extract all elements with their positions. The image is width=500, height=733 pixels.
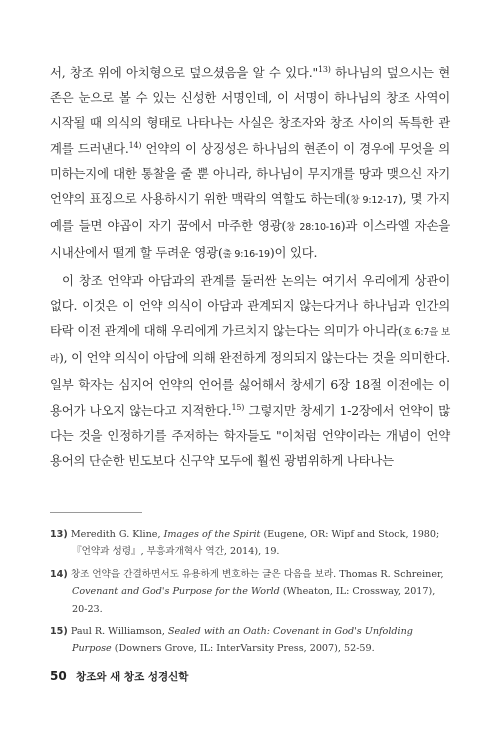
body-text xyxy=(50,60,450,473)
footnote xyxy=(50,526,450,561)
text-run: 언약의 이 상징성은 하나님의 현존이 이 경우에 무엇을 의미하는지에 대한 통찰을 줄 뿐 아니라, 하나님이 무지개를 땅과 맺으신 자기 언약의 표징으로 사용하시기 위한 맥락의 역할도 하는데( xyxy=(50,140,451,207)
footnote xyxy=(50,623,450,658)
text-run: ), 몇 가지 예를 들면 야곱이 자기 꿈에서 마주한 영광( xyxy=(50,191,450,234)
text-run: 서, 창조 위에 아치형으로 덮으셨음을 알 수 있다." xyxy=(50,65,318,80)
text-run: )이 있다. xyxy=(269,245,318,261)
footnote-marker: 13) xyxy=(317,64,331,74)
text-run: Paul R. Williamson, xyxy=(70,626,168,638)
text-run: )과 이스라엘 자손을 시내산에서 떨게 할 두려운 영광( xyxy=(50,218,450,261)
footnote-number: 15) xyxy=(50,626,68,638)
text-run: ), 이 언약 의식이 아담에 의해 완전하게 정의되지 않는다는 것을 의미한다. 일부 학자는 심지어 언약의 언어를 싫어해서 창세기 6장 18절 이전에는 이 용어가 나오지 않는다고 지적한다. xyxy=(50,350,450,418)
text-run: (Downers Grove, IL: InterVarsity Press, 2007), 52-59. xyxy=(111,643,375,655)
page-footer xyxy=(50,669,188,684)
book-title: Covenant and God's Purpose for the World xyxy=(72,586,280,598)
text-run: 하나님의 덮으시는 현존은 눈으로 볼 수 있는 신성한 서명인데, 이 서명이 하나님의 창조 사역이 시작될 때 의식의 형태로 나타나는 사실은 창조자와 창조 사이의 독특한 관계를 드러낸다. xyxy=(50,65,451,156)
book-title: Sealed with an Oath: Covenant in God's Unfolding Purpose xyxy=(72,626,413,655)
footnote-marker: 14) xyxy=(128,140,142,150)
paragraph xyxy=(50,268,450,474)
scripture-reference: 창 28:10-16 xyxy=(286,222,341,234)
scripture-reference: 창 9:12-17 xyxy=(350,195,398,207)
scripture-reference: 호 6:7을 보라 xyxy=(50,327,450,366)
footnote-number: 13) xyxy=(50,529,68,540)
footnote-marker: 15) xyxy=(231,402,245,412)
text-run: (Wheaton, IL: Crossway, 2017), 20-23. xyxy=(72,586,436,615)
book-title: Images of the Spirit xyxy=(163,529,261,540)
running-title: 창조와 새 창조 성경신학 xyxy=(76,671,189,683)
text-run: 창조 언약을 간결하면서도 유용하게 변호하는 글은 다음을 보라. Thomas R. Schreiner, xyxy=(70,568,444,580)
paragraph xyxy=(50,60,450,268)
scripture-reference: 출 9:16-19 xyxy=(222,249,270,261)
text-run: (Eugene, OR: Wipf and Stock, 1980; 『언약과 성령』, 부흥과개혁사 역간, 2014), 19. xyxy=(72,529,440,558)
footnotes xyxy=(50,526,450,663)
footnote xyxy=(50,566,450,618)
footnote-divider xyxy=(50,512,142,513)
text-run: 그렇지만 창세기 1-2장에서 언약이 많다는 것을 인정하기를 주저하는 학자들도 "이처럼 언약이라는 개념이 언약 용어의 단순한 빈도보다 신구약 모두에 훨씬 광범위하게 나타나는 xyxy=(50,402,450,469)
footnote-number: 14) xyxy=(50,568,68,580)
page-number: 50 xyxy=(50,669,67,683)
text-run: 이 창조 언약과 아담과의 관계를 둘러싼 논의는 여기서 우리에게 상관이 없다. 이것은 이 언약 의식이 아담과 관계되지 않는다거나 하나님과 인간의 타락 이전 관계에 대해 우리에게 가르치지 않는다는 의미가 아니라( xyxy=(50,272,450,339)
text-run: Meredith G. Kline, xyxy=(70,529,164,540)
